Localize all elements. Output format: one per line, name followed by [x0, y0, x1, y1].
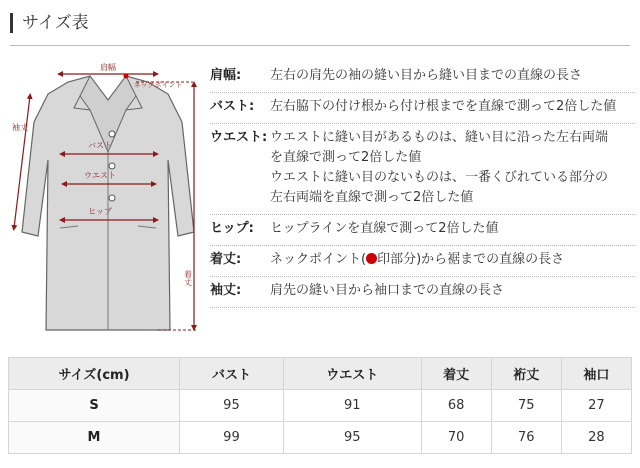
- coat-button: [109, 195, 115, 201]
- table-cell: 28: [561, 422, 631, 454]
- table-cell: 76: [491, 422, 561, 454]
- definition-label: バスト:: [210, 99, 255, 114]
- definition-text: 左右脇下の付け根から付け根までを直線で測って2倍した値: [270, 99, 617, 114]
- table-cell: 95: [180, 390, 284, 422]
- table-row: [9, 390, 632, 422]
- coat-diagram: [8, 60, 208, 336]
- definition-label: 着丈:: [210, 252, 242, 267]
- definition-text: ウエストに縫い目があるものは、縫い目に沿った左右両端: [270, 130, 609, 145]
- definition-label: ヒップ:: [210, 221, 254, 236]
- table-cell: 27: [561, 390, 631, 422]
- coat-button: [109, 131, 115, 137]
- table-header: 袖口: [561, 358, 631, 390]
- definition-sleeve: [210, 277, 635, 308]
- table-cell: 75: [491, 390, 561, 422]
- definition-text-post: 印部分)から裾までの直線の長さ: [377, 252, 565, 267]
- label-shoulder: 肩幅: [100, 63, 116, 72]
- table-cell: 68: [421, 390, 491, 422]
- table-header: バスト: [180, 358, 284, 390]
- page-title: サイズ表: [22, 13, 89, 33]
- definition-length: [210, 246, 635, 277]
- definition-label: 肩幅:: [210, 68, 242, 83]
- size-table: [8, 357, 632, 454]
- definition-text: 左右の肩先の袖の縫い目から縫い目までの直線の長さ: [270, 68, 583, 83]
- table-header: ウエスト: [283, 358, 421, 390]
- label-length: 着丈: [183, 270, 193, 286]
- table-header-row: [9, 358, 632, 390]
- definition-text: を直線で測って2倍した値: [270, 150, 422, 165]
- definition-shoulder: [210, 62, 635, 93]
- coat-button: [109, 163, 115, 169]
- neck-point-mark-icon: [366, 253, 377, 264]
- table-header: サイズ(cm): [9, 358, 180, 390]
- table-cell: M: [9, 422, 180, 454]
- label-waist: ウエスト: [84, 171, 116, 180]
- table-cell: 95: [283, 422, 421, 454]
- table-header: 裄丈: [491, 358, 561, 390]
- definition-bust: [210, 93, 635, 124]
- definition-text: 肩先の縫い目から袖口までの直線の長さ: [270, 283, 505, 298]
- measurement-definitions: [210, 62, 635, 308]
- definition-text: 左右両端を直線で測って2倍した値: [270, 190, 474, 205]
- table-row: [9, 422, 632, 454]
- table-header: 着丈: [421, 358, 491, 390]
- table-cell: 70: [421, 422, 491, 454]
- definition-label: ウエスト:: [210, 130, 268, 145]
- definition-text: ウエストに縫い目のないものは、一番くびれている部分の: [270, 170, 609, 185]
- table-cell: S: [9, 390, 180, 422]
- definition-label: 袖丈:: [210, 283, 242, 298]
- label-neck-point: ネックポイント: [133, 81, 183, 89]
- definition-waist: [210, 124, 635, 215]
- table-cell: 99: [180, 422, 284, 454]
- definition-text-pre: ネックポイント(: [270, 252, 367, 267]
- label-bust: バスト: [88, 141, 112, 150]
- definition-hip: [210, 215, 635, 246]
- title-divider: [10, 45, 630, 46]
- title-marker: [10, 13, 13, 33]
- label-sleeve: 袖丈: [12, 123, 28, 132]
- neck-point-dot: [124, 74, 129, 79]
- definition-text: ヒップラインを直線で測って2倍した値: [270, 221, 499, 236]
- title-bar: [10, 10, 630, 36]
- table-cell: 91: [283, 390, 421, 422]
- label-hip: ヒップ: [88, 207, 112, 216]
